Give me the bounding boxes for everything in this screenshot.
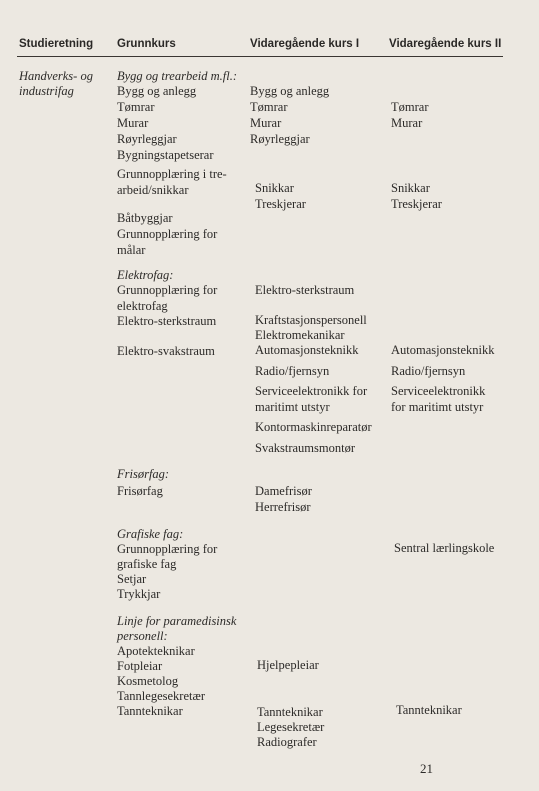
- vk2-item: Snikkar: [391, 181, 430, 195]
- vk1-item: Kontormaskinreparatør: [255, 420, 372, 434]
- vk2-item: Tannteknikar: [396, 703, 462, 717]
- grunnkurs-item: Murar: [117, 116, 149, 130]
- vk2-item: Automasjonsteknikk: [391, 343, 495, 357]
- vk1-item: Kraftstasjonspersonell: [255, 313, 367, 327]
- header-vk1: Vidaregående kurs I: [250, 38, 360, 50]
- vk2-item: for maritimt utstyr: [391, 400, 484, 414]
- grunnkurs-item: elektrofag: [117, 299, 168, 313]
- header-grunnkurs: Grunnkurs: [117, 38, 176, 50]
- vk1-item: Radio/fjernsyn: [255, 364, 330, 378]
- vk2-item: Tømrar: [391, 100, 429, 114]
- grunnkurs-item: Elektro-svakstraum: [117, 344, 215, 358]
- grunnkurs-item: Grunnopplæring for: [117, 283, 218, 297]
- section-heading-paramed-2: personell:: [117, 629, 168, 643]
- header-rule: [17, 56, 503, 57]
- section-heading-frisor: Frisørfag:: [117, 467, 170, 481]
- vk1-item: maritimt utstyr: [255, 400, 330, 414]
- grunnkurs-item: Setjar: [117, 572, 147, 586]
- section-heading-grafiske: Grafiske fag:: [117, 527, 184, 541]
- vk1-item: Herrefrisør: [255, 500, 311, 514]
- vk2-item: Treskjerar: [391, 197, 442, 211]
- grunnkurs-item: Trykkjar: [117, 587, 161, 601]
- vk1-item: Tømrar: [250, 100, 288, 114]
- vk1-item: Automasjonsteknikk: [255, 343, 359, 357]
- grunnkurs-item: Bygningstapetserar: [117, 148, 214, 162]
- vk1-item: Bygg og anlegg: [250, 84, 330, 98]
- study-field-line1: Handverks- og: [19, 69, 93, 83]
- vk2-item: Murar: [391, 116, 423, 130]
- grunnkurs-item: Tannlegesekretær: [117, 689, 205, 703]
- vk2-item: Radio/fjernsyn: [391, 364, 466, 378]
- vk1-item: Elektro-sterkstraum: [255, 283, 355, 297]
- grunnkurs-item: målar: [117, 243, 146, 257]
- section-heading-paramed-1: Linje for paramedisinsk: [117, 614, 237, 628]
- vk1-item: Treskjerar: [255, 197, 306, 211]
- study-field-line2: industrifag: [19, 84, 74, 98]
- vk2-item: Serviceelektronikk: [391, 384, 486, 398]
- grunnkurs-item: Kosmetolog: [117, 674, 179, 688]
- grunnkurs-item: Frisørfag: [117, 484, 163, 498]
- grunnkurs-item: Fotpleiar: [117, 659, 163, 673]
- vk1-item: Snikkar: [255, 181, 294, 195]
- vk1-item: Legesekretær: [257, 720, 325, 734]
- grunnkurs-item: Tannteknikar: [117, 704, 183, 718]
- grunnkurs-item: Apotekteknikar: [117, 644, 195, 658]
- vk1-item: Svakstraumsmontør: [255, 441, 355, 455]
- grunnkurs-item: Båtbyggjar: [117, 211, 173, 225]
- vk1-item: Damefrisør: [255, 484, 312, 498]
- vk1-item: Radiografer: [257, 735, 317, 749]
- grunnkurs-item: grafiske fag: [117, 557, 177, 571]
- section-heading-bygg: Bygg og trearbeid m.fl.:: [117, 69, 238, 83]
- section-heading-elektro: Elektrofag:: [117, 268, 174, 282]
- grunnkurs-item: Røyrleggjar: [117, 132, 177, 146]
- header-vk2: Vidaregående kurs II: [389, 38, 502, 50]
- vk1-item: Murar: [250, 116, 282, 130]
- vk1-item: Elektromekanikar: [255, 328, 345, 342]
- header-studieretning: Studieretning: [19, 38, 94, 50]
- vk1-item: Serviceelektronikk for: [255, 384, 368, 398]
- grunnkurs-item: Grunnopplæring for: [117, 227, 218, 241]
- grunnkurs-item: Grunnopplæring for: [117, 542, 218, 556]
- vk1-item: Hjelpepleiar: [257, 658, 319, 672]
- page-number: 21: [420, 761, 433, 776]
- grunnkurs-item: arbeid/snikkar: [117, 183, 189, 197]
- grunnkurs-item: Bygg og anlegg: [117, 84, 197, 98]
- vk2-item: Sentral lærlingskole: [394, 541, 495, 555]
- vk1-item: Røyrleggjar: [250, 132, 310, 146]
- grunnkurs-item: Elektro-sterkstraum: [117, 314, 217, 328]
- grunnkurs-item: Grunnopplæring i tre-: [117, 167, 227, 181]
- grunnkurs-item: Tømrar: [117, 100, 155, 114]
- vk1-item: Tannteknikar: [257, 705, 323, 719]
